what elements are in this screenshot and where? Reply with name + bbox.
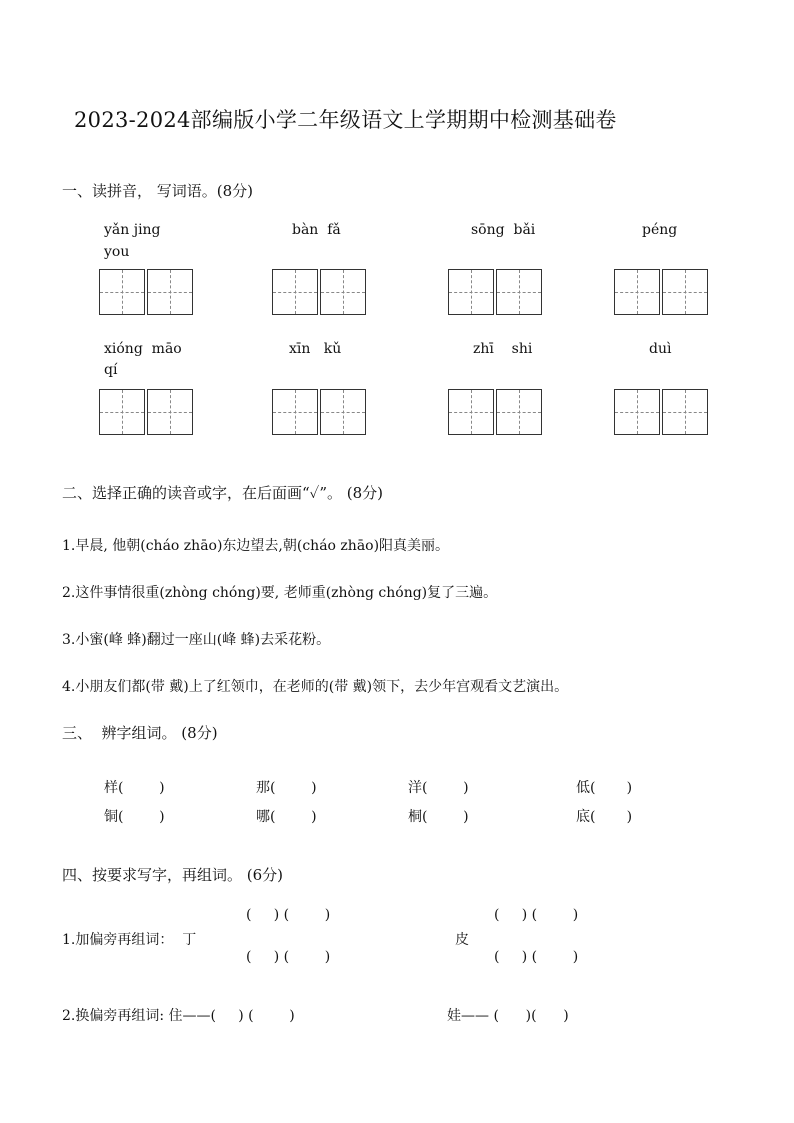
word-blank[interactable]: 哪( ): [256, 809, 317, 825]
pinyin-banfa: bàn fǎ: [292, 222, 341, 238]
answer-blanks[interactable]: ( ) ( ): [494, 949, 579, 965]
question-item: 2.这件事情很重(zhòng chóng)要, 老师重(zhòng chóng)复了三遍。: [62, 585, 498, 601]
question-item: 1.加偏旁再组词： 丁: [62, 932, 197, 948]
writing-grid[interactable]: [272, 269, 366, 315]
section1-heading: 一、读拼音， 写词语。(8分): [62, 182, 254, 200]
pinyin-qi: qí: [104, 362, 118, 378]
writing-grid[interactable]: [448, 389, 542, 435]
question-item: 4.小朋友们都(带 戴)上了红领巾，在老师的(带 戴)领下，去少年宫观看文艺演出。: [62, 679, 569, 695]
word-blank[interactable]: 底( ): [576, 809, 633, 825]
section3-heading: 三、 辨字组词。 (8分): [62, 724, 218, 742]
writing-grid[interactable]: [448, 269, 542, 315]
question-char: 皮: [455, 932, 469, 948]
question-item: 3.小蜜(峰 蜂)翻过一座山(峰 蜂)去采花粉。: [62, 632, 331, 648]
page-title: 2023-2024部编版小学二年级语文上学期期中检测基础卷: [74, 108, 617, 132]
writing-grid[interactable]: [99, 269, 193, 315]
section4-heading: 四、按要求写字，再组词。 (6分): [62, 866, 284, 884]
writing-grid[interactable]: [99, 389, 193, 435]
word-blank[interactable]: 样( ): [104, 780, 165, 796]
section2-heading: 二、选择正确的读音或字，在后面画“✓”。 (8分): [62, 484, 384, 502]
question-item[interactable]: 娃—— ( )( ): [447, 1008, 569, 1024]
question-item[interactable]: 2.换偏旁再组词: 住——( ) ( ): [62, 1008, 295, 1024]
pinyin-xinku: xīn kǔ: [289, 341, 342, 357]
question-item: 1.早晨, 他朝(cháo zhāo)东边望去,朝(cháo zhāo)阳真美丽。: [62, 538, 450, 554]
answer-blanks[interactable]: ( ) ( ): [246, 949, 331, 965]
answer-blanks[interactable]: ( ) ( ): [494, 907, 579, 923]
word-blank[interactable]: 低( ): [576, 780, 633, 796]
word-blank[interactable]: 那( ): [256, 780, 317, 796]
word-blank[interactable]: 洋( ): [408, 780, 469, 796]
pinyin-dui: duì: [649, 341, 672, 357]
writing-grid[interactable]: [614, 269, 708, 315]
pinyin-peng: péng: [642, 222, 678, 238]
pinyin-yanjing: yǎn jing: [104, 222, 161, 238]
word-blank[interactable]: 桐( ): [408, 809, 469, 825]
pinyin-you: you: [104, 244, 130, 260]
writing-grid[interactable]: [614, 389, 708, 435]
writing-grid[interactable]: [272, 389, 366, 435]
answer-blanks[interactable]: ( ) ( ): [246, 907, 331, 923]
word-blank[interactable]: 铜( ): [104, 809, 165, 825]
pinyin-zhishi: zhī shi: [473, 341, 533, 357]
pinyin-songbai: sōng bǎi: [471, 222, 536, 238]
pinyin-xiongmao: xióng māo: [104, 341, 182, 357]
